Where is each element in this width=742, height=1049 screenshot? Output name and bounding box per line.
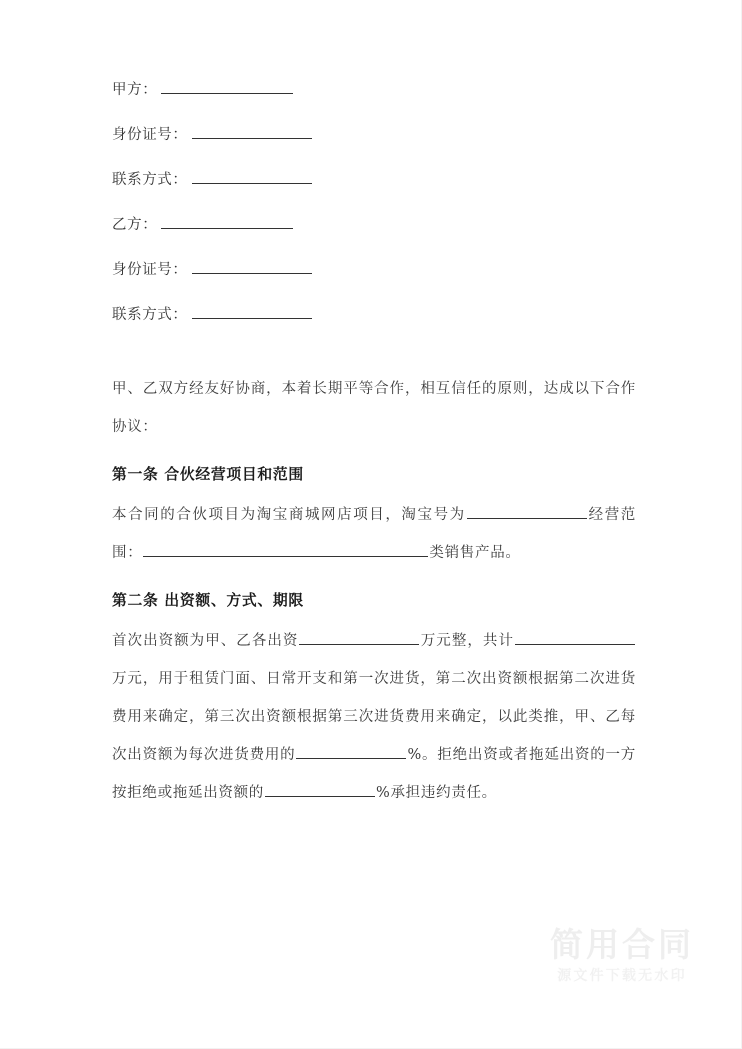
party-field-jiafang-id	[112, 123, 636, 168]
party-blank-input[interactable]	[161, 79, 293, 94]
party-field-jiafang	[112, 78, 636, 123]
party-field-yifang-id	[112, 258, 636, 303]
party-blank-input[interactable]	[192, 124, 312, 139]
section-text: 经营范围：	[112, 507, 636, 561]
party-label: 联系方式：	[112, 307, 188, 323]
section-text: 本合同的合伙项目为淘宝商城网店项目，淘宝号为	[112, 507, 466, 523]
party-blank-input[interactable]	[161, 214, 293, 229]
section-text: 万元整，共计	[420, 633, 514, 649]
section-text: 类销售产品。	[429, 545, 521, 561]
section-text: %。拒绝出资或者拖延出资的一方按拒绝或拖延出资额的	[112, 747, 636, 801]
watermark-tagline: 源文件下载无水印	[557, 968, 687, 984]
party-label: 甲方：	[112, 82, 158, 98]
party-label: 联系方式：	[112, 172, 188, 188]
fill-blank-total-contribution[interactable]	[515, 631, 635, 645]
party-info-block	[112, 78, 636, 348]
fill-blank-penalty-percentage[interactable]	[265, 783, 375, 797]
section-heading-1: 第一条 合伙经营项目和范围	[112, 466, 304, 483]
section-text: 万元，用于租赁门面、日常开支和第一次进货，第二次出资额根据第二次进货费用来确定，第三次出资额根据第三次进货费用来确定，以此类推，甲、乙每次出资额为每次进货费用的	[112, 671, 636, 763]
intro-paragraph: 甲、乙双方经友好协商，本着长期平等合作，相互信任的原则，达成以下合作协议：	[112, 381, 636, 435]
section-body-2	[112, 620, 636, 812]
party-field-yifang-contact	[112, 303, 636, 348]
party-field-yifang	[112, 213, 636, 258]
party-field-jiafang-contact	[112, 168, 636, 213]
party-label: 身份证号：	[112, 262, 188, 278]
fill-blank-business-scope[interactable]	[143, 543, 428, 557]
fill-blank-each-contribution[interactable]	[299, 631, 419, 645]
section-heading-2: 第二条 出资额、方式、期限	[112, 592, 304, 609]
party-label: 乙方：	[112, 217, 158, 233]
party-blank-input[interactable]	[192, 169, 312, 184]
section-body-1	[112, 494, 636, 572]
fill-blank-percentage-ratio[interactable]	[296, 745, 406, 759]
fill-blank-taobao-id[interactable]	[467, 505, 587, 519]
watermark	[550, 925, 694, 987]
document-content	[112, 78, 636, 812]
section-text: %承担违约责任。	[376, 785, 497, 801]
watermark-brand: 简用合同	[550, 925, 694, 965]
party-label: 身份证号：	[112, 127, 188, 143]
party-blank-input[interactable]	[192, 304, 312, 319]
party-blank-input[interactable]	[192, 259, 312, 274]
section-text: 首次出资额为甲、乙各出资	[112, 633, 299, 649]
